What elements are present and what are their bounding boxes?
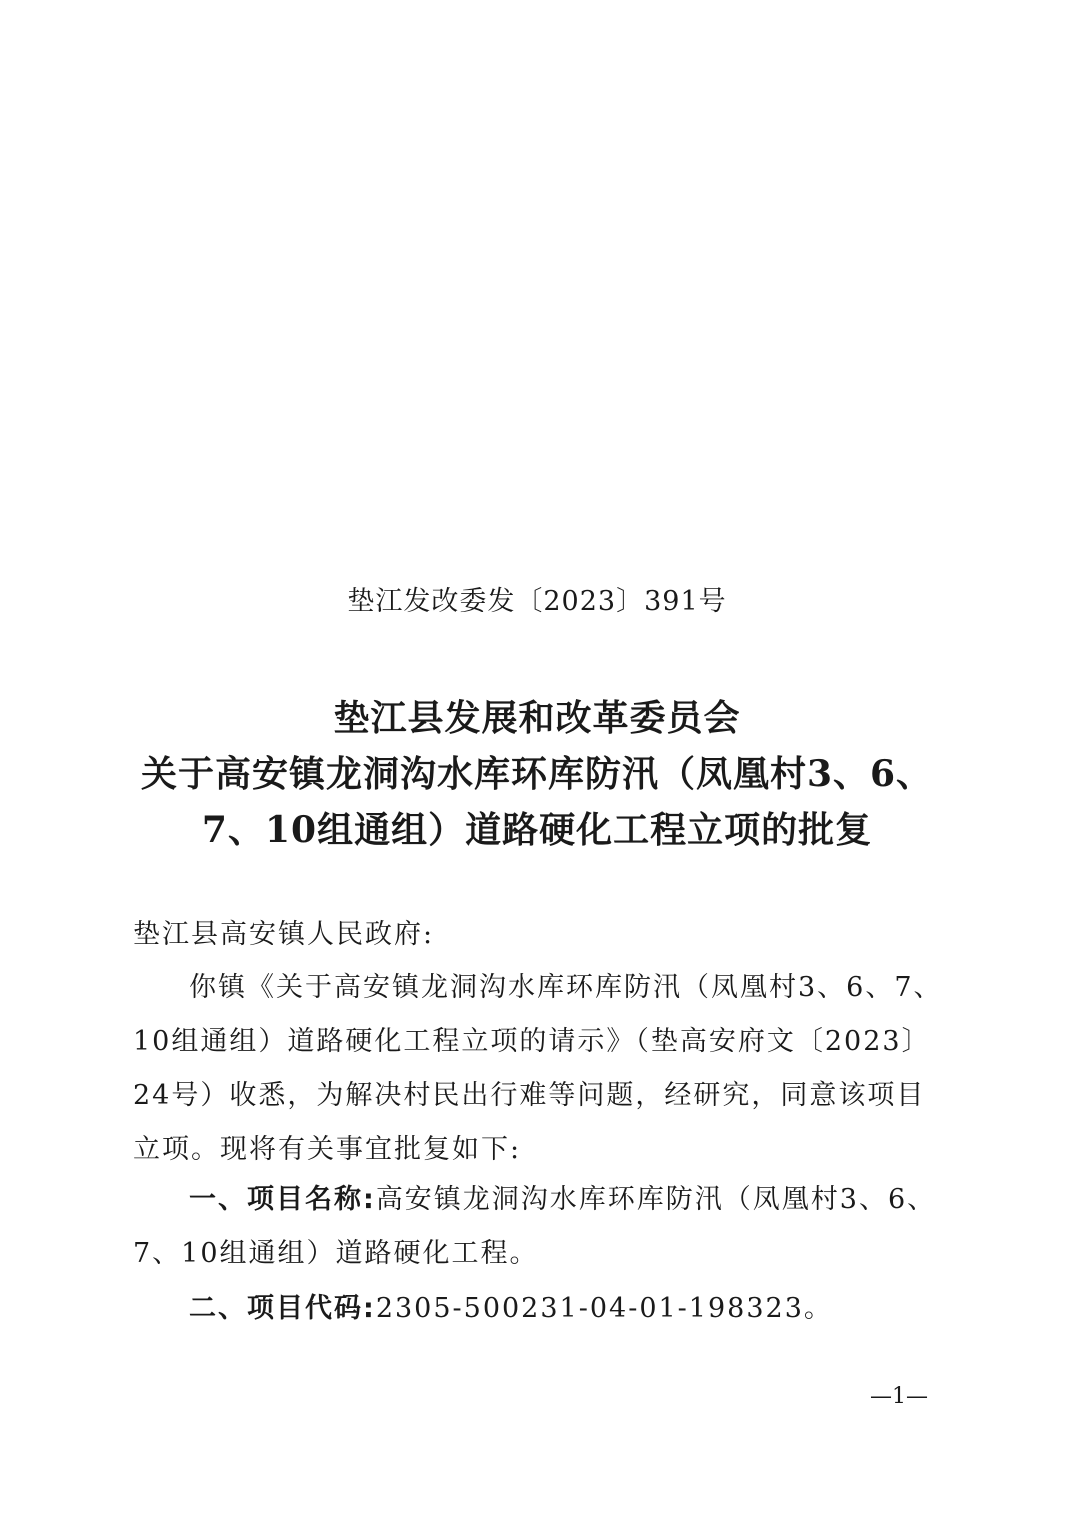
item-project-name-line2: 7、10组通组）道路硬化工程。: [133, 1238, 539, 1269]
item-project-name-value: 高安镇龙洞沟水库环库防汛（凤凰村3、6、: [375, 1184, 937, 1215]
addressee: 垫江县高安镇人民政府:: [133, 919, 435, 950]
title-line-1: 垫江县发展和改革委员会: [333, 697, 741, 739]
item-project-name-line1: [133, 1182, 937, 1236]
item-project-name: [133, 1182, 937, 1290]
item-project-code-line: [133, 1291, 933, 1345]
item-project-code: [133, 1291, 933, 1345]
document-number: 垫江发改委发〔2023〕391号: [347, 586, 727, 617]
document-title: [100, 690, 974, 858]
title-line-2: 关于高安镇龙洞沟水库环库防汛（凤凰村3、6、: [140, 753, 934, 795]
item-project-code-value: 2305-500231-04-01-198323。: [375, 1293, 833, 1324]
paragraph-line: 你镇《关于高安镇龙洞沟水库环库防汛（凤凰村3、6、7、: [189, 972, 943, 1003]
item-project-code-label: 二、项目代码:: [189, 1293, 376, 1324]
paragraph-line: 10组通组）道路硬化工程立项的请示》（垫高安府文〔2023〕: [133, 1026, 931, 1057]
page-number: —1—: [870, 1384, 928, 1409]
body-paragraph: [133, 970, 943, 1186]
paragraph-line: 立项。现将有关事宜批复如下:: [133, 1134, 522, 1165]
item-project-name-label: 一、项目名称:: [189, 1184, 376, 1215]
title-line-3: 7、10组通组）道路硬化工程立项的批复: [201, 809, 873, 851]
paragraph-line: 24号）收悉，为解决村民出行难等问题，经研究，同意该项目: [133, 1080, 926, 1111]
